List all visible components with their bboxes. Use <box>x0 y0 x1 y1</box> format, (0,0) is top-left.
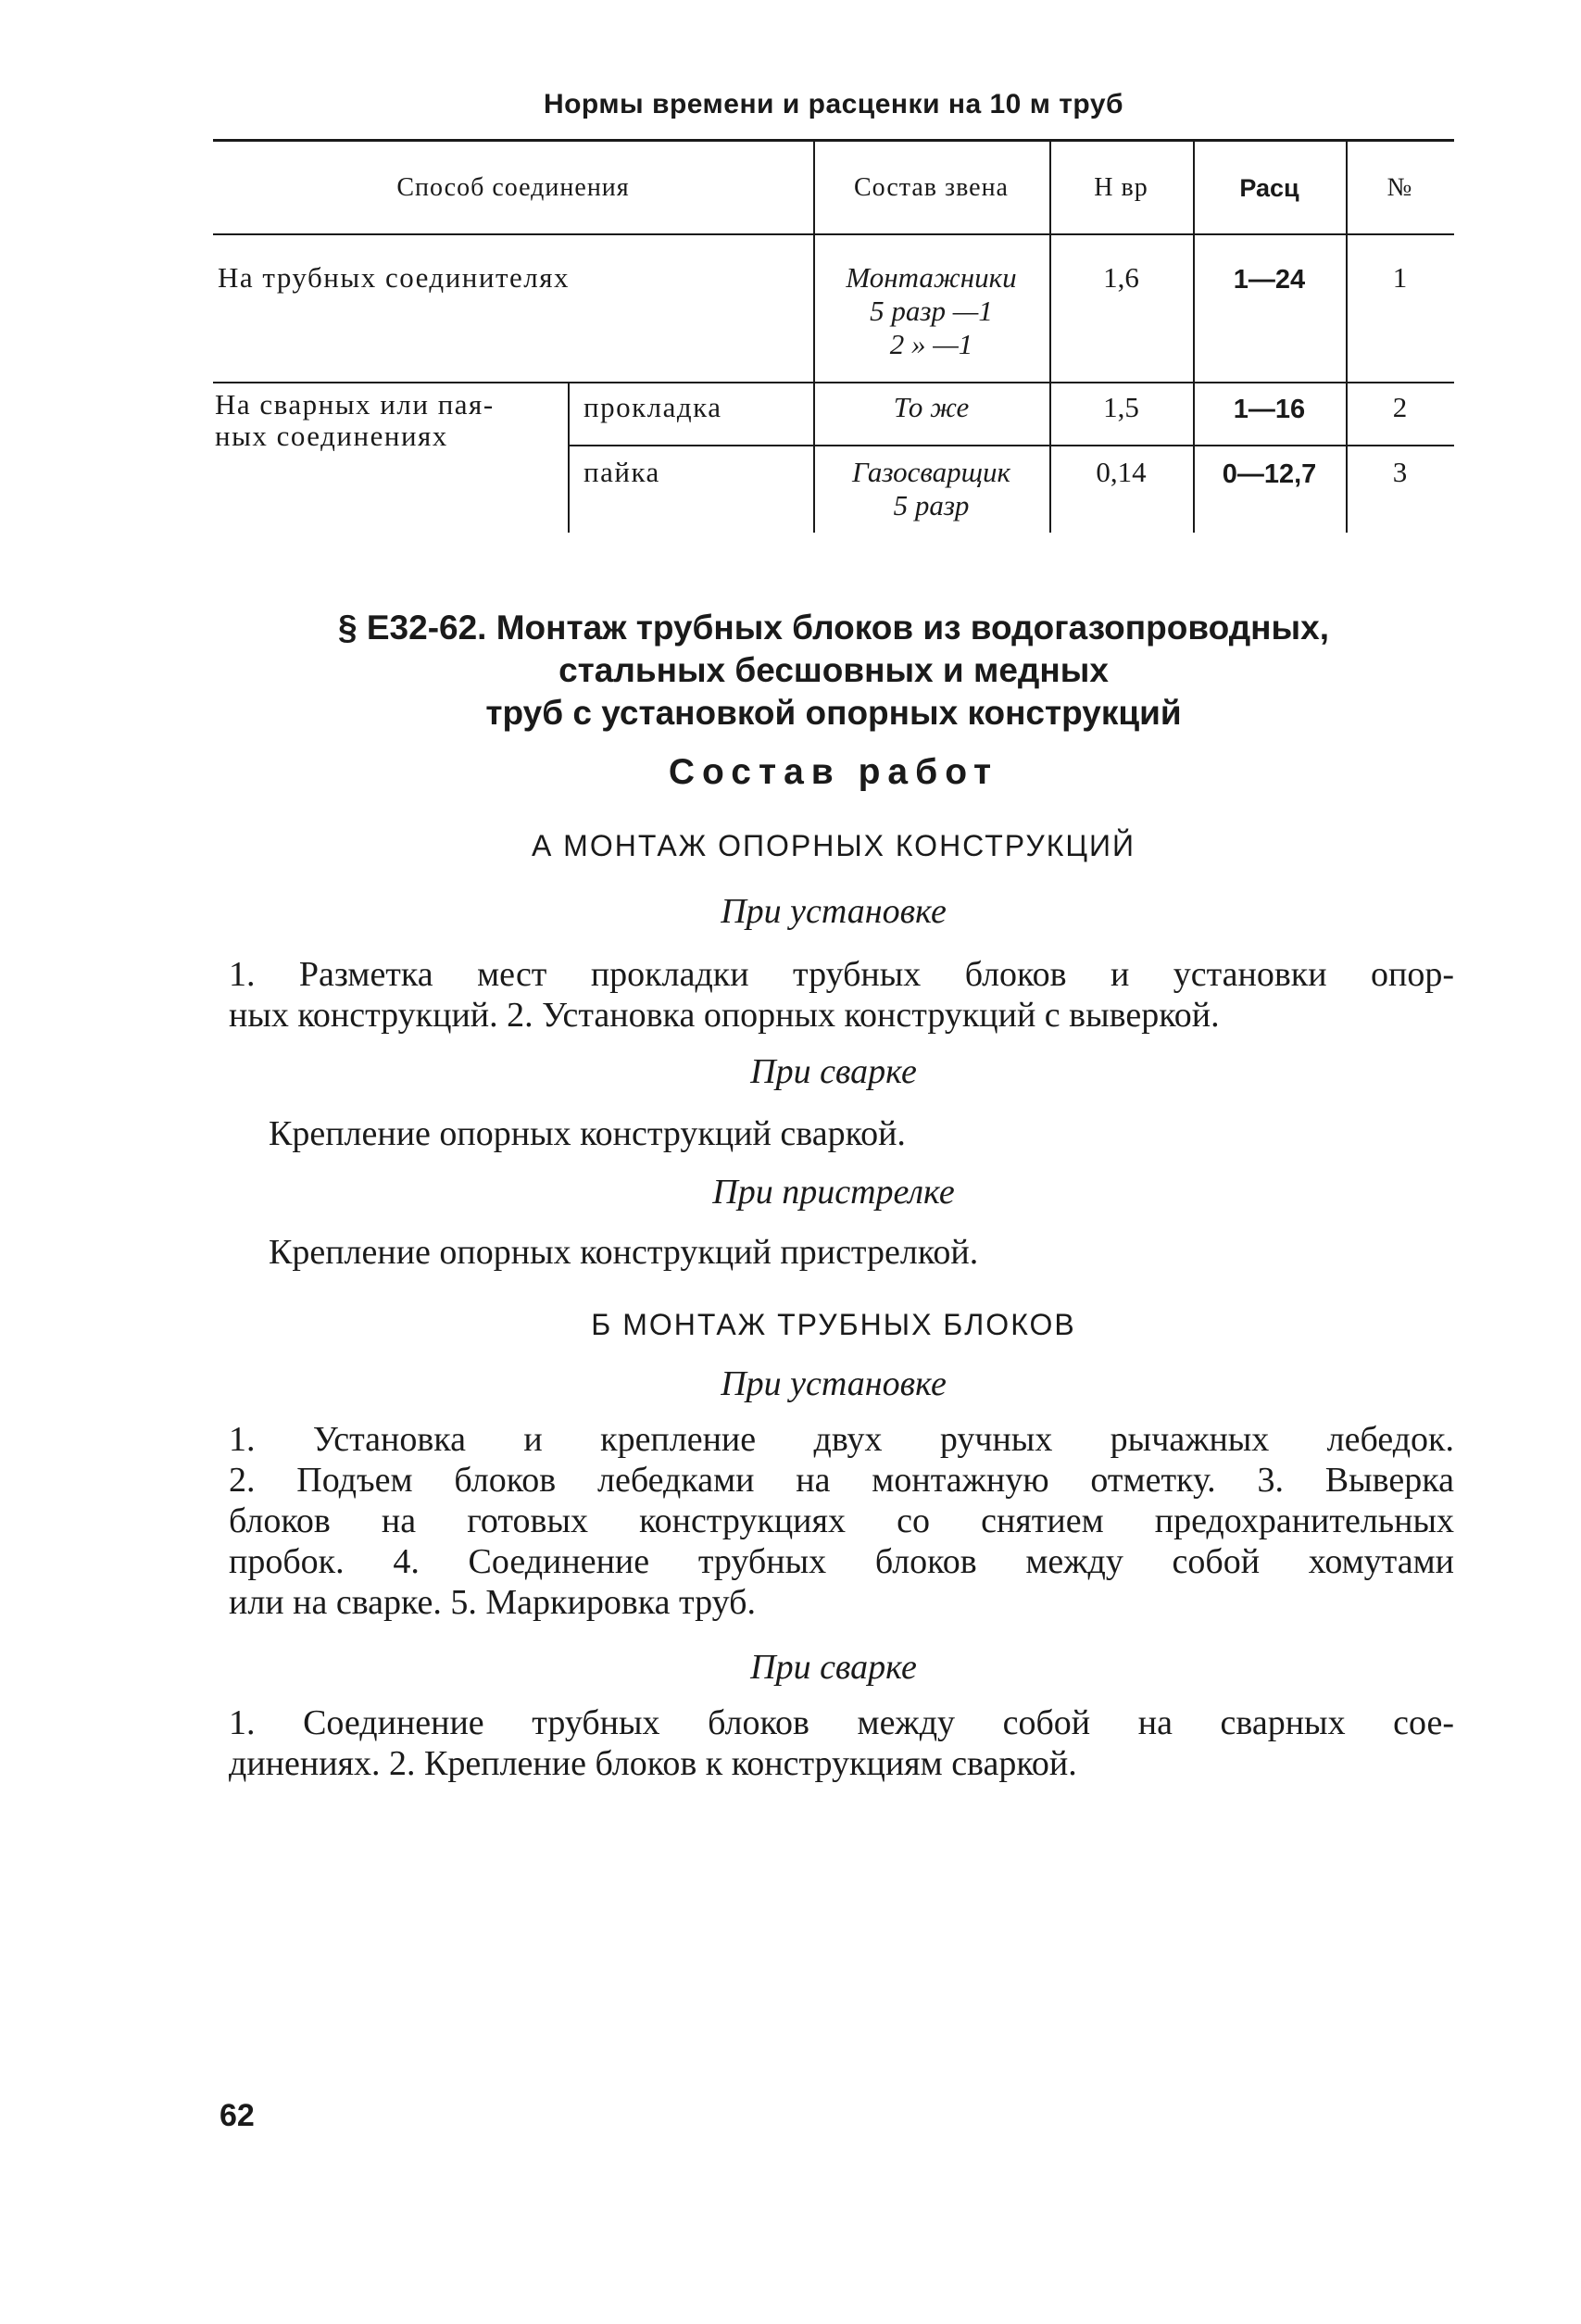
row1-crew-line2: 5 разр —1 <box>870 295 993 327</box>
header-method: Способ соединения <box>396 173 630 202</box>
part-a-weld-heading: При сварке <box>750 1052 917 1091</box>
table-caption: Нормы времени и расценки на 10 м труб <box>543 89 1124 119</box>
row3-rate: 0—12,7 <box>1222 459 1317 489</box>
part-b-install-line1: 1. Установка и крепление двух ручных рычажных лебедок. <box>229 1420 1454 1459</box>
row2-subtype: прокладка <box>583 391 722 423</box>
part-b-weld-line1: 1. Соединение трубных блоков между собой на сварных сое- <box>229 1703 1454 1742</box>
row1-rate: 1—24 <box>1233 265 1306 295</box>
part-b-weld-line2: динениях. 2. Крепление блоков к конструкциям сваркой. <box>229 1744 1077 1783</box>
table-header-rule <box>213 233 1454 235</box>
row3-crew <box>813 456 1049 522</box>
row2-crew: То же <box>893 391 970 423</box>
section-title-line3: труб с установкой опорных конструкций <box>485 694 1182 732</box>
header-rate: Расц <box>1239 174 1299 202</box>
part-a-install-heading: При установке <box>721 892 947 931</box>
row1-method: На трубных соединителях <box>218 261 571 294</box>
row1-crew-line1: Монтажники <box>846 261 1017 294</box>
row2-rate: 1—16 <box>1233 395 1306 424</box>
row3-subtype: пайка <box>583 456 660 488</box>
page-number: 62 <box>220 2098 255 2133</box>
part-a-weld-text: Крепление опорных конструкций сваркой. <box>269 1114 906 1153</box>
header-num: № <box>1387 173 1413 202</box>
row1-crew-line3: 2 » —1 <box>889 328 973 360</box>
works-heading: Состав работ <box>668 752 999 792</box>
part-b-install-line2: 2. Подъем блоков лебедками на монтажную отметку. 3. Выверка <box>229 1461 1454 1500</box>
part-b-weld-heading: При сварке <box>750 1648 917 1687</box>
row3-crew-line1: Газосварщик <box>852 456 1010 488</box>
section-title-line2: стальных бесшовных и медных <box>558 651 1109 689</box>
header-time: Н вр <box>1094 173 1148 202</box>
part-b-install-heading: При установке <box>721 1364 947 1403</box>
part-a-install-text <box>229 954 1454 1036</box>
row1-crew <box>813 261 1049 361</box>
table-top-rule <box>213 139 1454 142</box>
table-col-rule-sub <box>568 382 570 533</box>
row2-group-line1: На сварных или пая- <box>215 388 495 421</box>
row3-num: 3 <box>1392 456 1408 488</box>
part-b-heading: Б МОНТАЖ ТРУБНЫХ БЛОКОВ <box>591 1308 1076 1341</box>
row3-crew-line2: 5 разр <box>893 489 970 521</box>
part-a-install-line1: 1. Разметка мест прокладки трубных блоков и установки опор- <box>229 955 1454 994</box>
row2-group-line2: ных соединениях <box>215 420 448 452</box>
table-row1-rule <box>213 382 1454 383</box>
section-title-line1: § Е32-62. Монтаж трубных блоков из водогазопроводных, <box>338 609 1329 647</box>
section-title <box>213 607 1454 735</box>
part-a-shoot-text: Крепление опорных конструкций пристрелкой. <box>269 1233 979 1272</box>
part-b-install-line5: или на сварке. 5. Маркировка труб. <box>229 1583 756 1622</box>
row2-time: 1,5 <box>1103 391 1139 423</box>
row2-num: 2 <box>1392 391 1408 423</box>
part-b-weld-text <box>229 1702 1454 1784</box>
table-subrow-rule <box>568 445 1454 446</box>
part-a-heading: А МОНТАЖ ОПОРНЫХ КОНСТРУКЦИЙ <box>531 829 1136 862</box>
header-crew: Состав звена <box>854 173 1009 202</box>
row1-time: 1,6 <box>1103 261 1139 294</box>
part-b-install-line3: блоков на готовых конструкциях со снятием предохранительных <box>229 1501 1454 1540</box>
row1-num: 1 <box>1392 261 1408 294</box>
part-a-install-line2: ных конструкций. 2. Установка опорных конструкций с выверкой. <box>229 996 1220 1035</box>
part-b-install-text <box>229 1419 1454 1623</box>
part-b-install-line4: пробок. 4. Соединение трубных блоков между собой хомутами <box>229 1542 1454 1581</box>
row2-group-method <box>215 389 495 452</box>
norms-table <box>213 139 1454 533</box>
part-a-shoot-heading: При пристрелке <box>712 1173 955 1212</box>
row3-time: 0,14 <box>1096 456 1147 488</box>
